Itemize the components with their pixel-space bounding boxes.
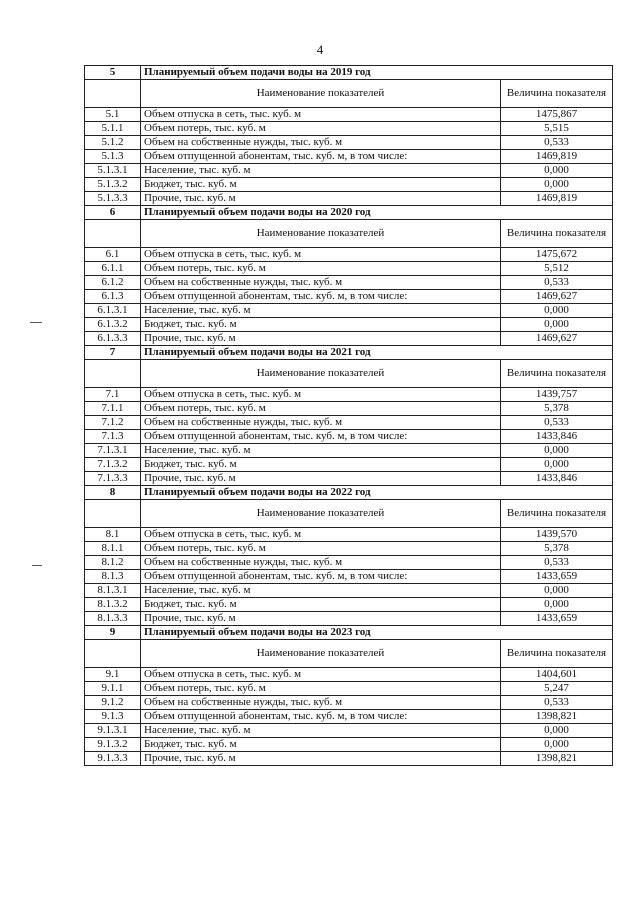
table-row — [85, 108, 613, 122]
table-row — [85, 570, 613, 584]
section-header-row — [85, 626, 613, 640]
row-name: Объем отпущенной абонентам, тыс. куб. м, в том числе: — [141, 570, 501, 584]
section-number: 7 — [85, 346, 141, 360]
row-value: 0,000 — [501, 304, 613, 318]
row-name: Бюджет, тыс. куб. м — [141, 458, 501, 472]
row-name: Объем на собственные нужды, тыс. куб. м — [141, 696, 501, 710]
row-value: 1398,821 — [501, 710, 613, 724]
row-value: 5,378 — [501, 402, 613, 416]
row-code: 5.1.3.2 — [85, 178, 141, 192]
row-name: Объем отпуска в сеть, тыс. куб. м — [141, 108, 501, 122]
table-row — [85, 710, 613, 724]
section-number: 6 — [85, 206, 141, 220]
row-code: 8.1.1 — [85, 542, 141, 556]
row-name: Объем отпуска в сеть, тыс. куб. м — [141, 668, 501, 682]
row-code: 7.1.3.1 — [85, 444, 141, 458]
row-name: Бюджет, тыс. куб. м — [141, 598, 501, 612]
row-value: 1475,867 — [501, 108, 613, 122]
table-row — [85, 178, 613, 192]
row-code: 9.1.3 — [85, 710, 141, 724]
column-header-blank — [85, 360, 141, 388]
row-value: 0,000 — [501, 458, 613, 472]
row-name: Объем отпуска в сеть, тыс. куб. м — [141, 388, 501, 402]
table-row — [85, 556, 613, 570]
table-row — [85, 248, 613, 262]
table-row — [85, 542, 613, 556]
section-header-row — [85, 346, 613, 360]
row-value: 0,533 — [501, 136, 613, 150]
table-row — [85, 458, 613, 472]
row-code: 7.1.2 — [85, 416, 141, 430]
column-header-value: Величина показателя — [501, 80, 613, 108]
table-row — [85, 304, 613, 318]
row-code: 7.1.3.3 — [85, 472, 141, 486]
table-row — [85, 584, 613, 598]
row-name: Население, тыс. куб. м — [141, 584, 501, 598]
table-row — [85, 682, 613, 696]
row-value: 0,000 — [501, 724, 613, 738]
row-code: 8.1 — [85, 528, 141, 542]
row-value: 0,533 — [501, 276, 613, 290]
table-body — [85, 66, 613, 766]
section-number: 8 — [85, 486, 141, 500]
row-code: 6.1.3.3 — [85, 332, 141, 346]
row-name: Население, тыс. куб. м — [141, 304, 501, 318]
table-row — [85, 388, 613, 402]
table-row — [85, 290, 613, 304]
row-value: 1469,627 — [501, 290, 613, 304]
row-code: 5.1.3.1 — [85, 164, 141, 178]
table-row — [85, 276, 613, 290]
row-value: 1433,659 — [501, 612, 613, 626]
row-code: 6.1.3 — [85, 290, 141, 304]
column-header-row — [85, 640, 613, 668]
row-value: 1469,819 — [501, 192, 613, 206]
column-header-name: Наименование показателей — [141, 640, 501, 668]
row-name: Прочие, тыс. куб. м — [141, 192, 501, 206]
row-name: Население, тыс. куб. м — [141, 164, 501, 178]
scan-artifact-mark — [30, 322, 42, 323]
row-name: Объем на собственные нужды, тыс. куб. м — [141, 276, 501, 290]
row-name: Население, тыс. куб. м — [141, 444, 501, 458]
row-value: 0,533 — [501, 696, 613, 710]
row-name: Объем потерь, тыс. куб. м — [141, 542, 501, 556]
row-name: Объем потерь, тыс. куб. м — [141, 262, 501, 276]
row-name: Объем отпуска в сеть, тыс. куб. м — [141, 248, 501, 262]
column-header-blank — [85, 80, 141, 108]
table-row — [85, 612, 613, 626]
section-header-row — [85, 486, 613, 500]
row-name: Прочие, тыс. куб. м — [141, 612, 501, 626]
table-row — [85, 318, 613, 332]
column-header-name: Наименование показателей — [141, 360, 501, 388]
column-header-blank — [85, 500, 141, 528]
row-code: 9.1.3.1 — [85, 724, 141, 738]
row-name: Прочие, тыс. куб. м — [141, 752, 501, 766]
row-code: 6.1.1 — [85, 262, 141, 276]
column-header-row — [85, 500, 613, 528]
column-header-name: Наименование показателей — [141, 80, 501, 108]
row-name: Объем отпущенной абонентам, тыс. куб. м, в том числе: — [141, 430, 501, 444]
row-value: 1439,757 — [501, 388, 613, 402]
row-name: Население, тыс. куб. м — [141, 724, 501, 738]
row-name: Объем отпуска в сеть, тыс. куб. м — [141, 528, 501, 542]
section-title: Планируемый объем подачи воды на 2019 год — [141, 66, 613, 80]
row-value: 5,515 — [501, 122, 613, 136]
row-value: 1433,846 — [501, 430, 613, 444]
row-value: 0,000 — [501, 164, 613, 178]
row-code: 7.1.3.2 — [85, 458, 141, 472]
row-code: 9.1.1 — [85, 682, 141, 696]
table-row — [85, 262, 613, 276]
scan-artifact-mark — [32, 565, 42, 566]
row-value: 1398,821 — [501, 752, 613, 766]
table-row — [85, 668, 613, 682]
row-name: Прочие, тыс. куб. м — [141, 332, 501, 346]
table-row — [85, 738, 613, 752]
row-code: 5.1.2 — [85, 136, 141, 150]
column-header-value: Величина показателя — [501, 500, 613, 528]
section-title: Планируемый объем подачи воды на 2021 год — [141, 346, 613, 360]
row-code: 8.1.3.3 — [85, 612, 141, 626]
row-code: 5.1.3 — [85, 150, 141, 164]
row-value: 0,000 — [501, 178, 613, 192]
section-title: Планируемый объем подачи воды на 2023 год — [141, 626, 613, 640]
row-code: 6.1.3.1 — [85, 304, 141, 318]
row-code: 7.1.1 — [85, 402, 141, 416]
row-value: 0,000 — [501, 584, 613, 598]
section-number: 5 — [85, 66, 141, 80]
row-value: 1475,672 — [501, 248, 613, 262]
row-code: 6.1.2 — [85, 276, 141, 290]
table-row — [85, 192, 613, 206]
column-header-row — [85, 360, 613, 388]
row-code: 5.1.1 — [85, 122, 141, 136]
row-name: Объем на собственные нужды, тыс. куб. м — [141, 556, 501, 570]
page-number: 4 — [316, 42, 324, 57]
row-name: Объем отпущенной абонентам, тыс. куб. м, в том числе: — [141, 150, 501, 164]
table-row — [85, 430, 613, 444]
row-value: 1404,601 — [501, 668, 613, 682]
row-code: 9.1.2 — [85, 696, 141, 710]
row-value: 1439,570 — [501, 528, 613, 542]
column-header-name: Наименование показателей — [141, 220, 501, 248]
column-header-value: Величина показателя — [501, 360, 613, 388]
column-header-value: Величина показателя — [501, 640, 613, 668]
row-code: 5.1 — [85, 108, 141, 122]
row-value: 0,000 — [501, 738, 613, 752]
table-row — [85, 528, 613, 542]
row-code: 9.1.3.3 — [85, 752, 141, 766]
table-row — [85, 696, 613, 710]
row-code: 9.1 — [85, 668, 141, 682]
row-code: 8.1.2 — [85, 556, 141, 570]
row-value: 5,512 — [501, 262, 613, 276]
table-row — [85, 598, 613, 612]
row-code: 8.1.3 — [85, 570, 141, 584]
table-row — [85, 332, 613, 346]
column-header-value: Величина показателя — [501, 220, 613, 248]
row-name: Объем потерь, тыс. куб. м — [141, 682, 501, 696]
table-row — [85, 472, 613, 486]
row-name: Объем отпущенной абонентам, тыс. куб. м, в том числе: — [141, 290, 501, 304]
column-header-name: Наименование показателей — [141, 500, 501, 528]
column-header-blank — [85, 220, 141, 248]
section-header-row — [85, 66, 613, 80]
table-row — [85, 752, 613, 766]
row-value: 0,000 — [501, 318, 613, 332]
row-code: 7.1 — [85, 388, 141, 402]
row-name: Объем на собственные нужды, тыс. куб. м — [141, 416, 501, 430]
section-title: Планируемый объем подачи воды на 2020 год — [141, 206, 613, 220]
table-row — [85, 150, 613, 164]
row-name: Бюджет, тыс. куб. м — [141, 318, 501, 332]
row-value: 5,247 — [501, 682, 613, 696]
table-row — [85, 444, 613, 458]
row-name: Объем потерь, тыс. куб. м — [141, 402, 501, 416]
row-name: Бюджет, тыс. куб. м — [141, 178, 501, 192]
row-value: 0,000 — [501, 444, 613, 458]
table-row — [85, 724, 613, 738]
row-code: 8.1.3.1 — [85, 584, 141, 598]
row-value: 1469,627 — [501, 332, 613, 346]
row-value: 0,533 — [501, 416, 613, 430]
row-code: 9.1.3.2 — [85, 738, 141, 752]
row-value: 0,000 — [501, 598, 613, 612]
section-title: Планируемый объем подачи воды на 2022 год — [141, 486, 613, 500]
column-header-row — [85, 80, 613, 108]
row-code: 6.1 — [85, 248, 141, 262]
row-value: 1433,846 — [501, 472, 613, 486]
water-supply-table — [84, 65, 613, 766]
table-row — [85, 402, 613, 416]
row-value: 0,533 — [501, 556, 613, 570]
row-name: Объем потерь, тыс. куб. м — [141, 122, 501, 136]
row-code: 8.1.3.2 — [85, 598, 141, 612]
row-value: 1469,819 — [501, 150, 613, 164]
row-value: 5,378 — [501, 542, 613, 556]
row-name: Бюджет, тыс. куб. м — [141, 738, 501, 752]
section-header-row — [85, 206, 613, 220]
row-value: 1433,659 — [501, 570, 613, 584]
row-code: 7.1.3 — [85, 430, 141, 444]
table-row — [85, 136, 613, 150]
row-name: Объем на собственные нужды, тыс. куб. м — [141, 136, 501, 150]
row-code: 6.1.3.2 — [85, 318, 141, 332]
section-number: 9 — [85, 626, 141, 640]
table-row — [85, 164, 613, 178]
column-header-blank — [85, 640, 141, 668]
column-header-row — [85, 220, 613, 248]
row-name: Прочие, тыс. куб. м — [141, 472, 501, 486]
row-name: Объем отпущенной абонентам, тыс. куб. м, в том числе: — [141, 710, 501, 724]
row-code: 5.1.3.3 — [85, 192, 141, 206]
table-row — [85, 416, 613, 430]
table-row — [85, 122, 613, 136]
